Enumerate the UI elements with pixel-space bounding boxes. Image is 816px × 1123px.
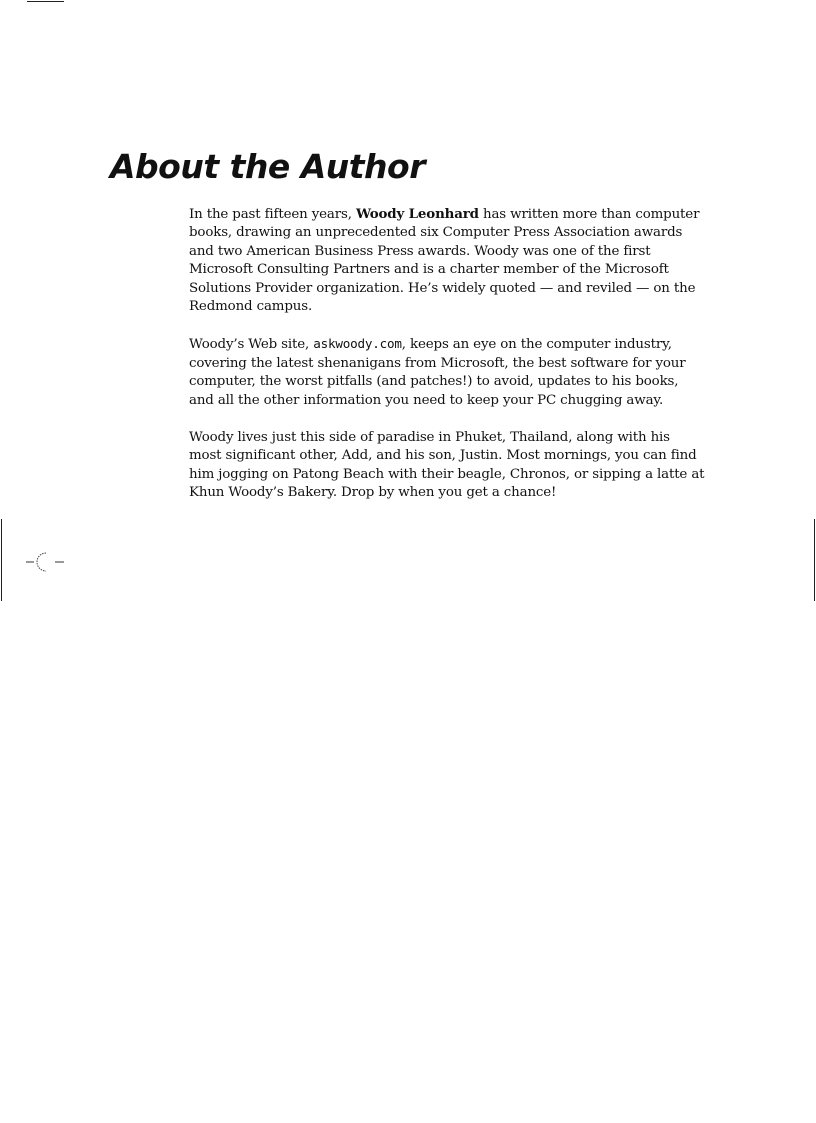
text-run: and two American Business Press awards. Woody was one of the first [189,243,651,259]
author-bio [189,205,709,522]
bio-line [189,355,709,373]
text-run: books, drawing an unprecedented six Computer Press Association awards [189,225,683,241]
text-run: , keeps an eye on the computer industry, [401,337,672,353]
bio-line [189,205,709,224]
registration-mark-icon [24,549,68,577]
bio-line [189,280,709,298]
page-title: About the Author [110,147,425,186]
text-run: him jogging on Patong Beach with their beagle, Chronos, or sipping a latte at [189,466,705,482]
crop-mark-right [814,519,815,601]
text-run: most significant other, Add, and his son, Justin. Most mornings, you can find [189,448,697,464]
bio-line [189,335,709,354]
bio-line [189,261,709,279]
text-run: and all the other information you need to keep your PC chugging away. [189,392,664,408]
bio-paragraph-3 [189,429,709,503]
crop-mark-left [1,519,2,601]
bio-line [189,484,709,502]
text-run: Khun Woody’s Bakery. Drop by when you get a chance! [189,485,557,501]
bio-line [189,392,709,410]
bio-line [189,243,709,261]
bio-line [189,298,709,316]
website-address: askwoody.com [313,336,402,352]
bio-paragraph-1 [189,205,709,316]
text-run: Microsoft Consulting Partners and is a charter member of the Microsoft [189,262,669,278]
author-name: Woody Leonhard [355,206,479,222]
bio-line [189,224,709,242]
bio-line [189,429,709,447]
bio-line [189,373,709,391]
bio-line [189,466,709,484]
text-run: Solutions Provider organization. He’s widely quoted — and reviled — on the [189,280,696,296]
text-run: has written more than computer [478,207,700,222]
text-run: Redmond campus. [189,299,313,315]
crop-mark-top [27,1,64,2]
text-run: covering the latest shenanigans from Microsoft, the best software for your [189,355,686,371]
bio-line [189,447,709,465]
text-run: In the past fifteen years, [189,207,356,222]
text-run: Woody lives just this side of paradise in Phuket, Thailand, along with his [189,430,670,446]
text-run: computer, the worst pitfalls (and patches!) to avoid, updates to his books, [189,374,679,390]
text-run: Woody’s Web site, [189,337,314,353]
bio-paragraph-2 [189,335,709,410]
